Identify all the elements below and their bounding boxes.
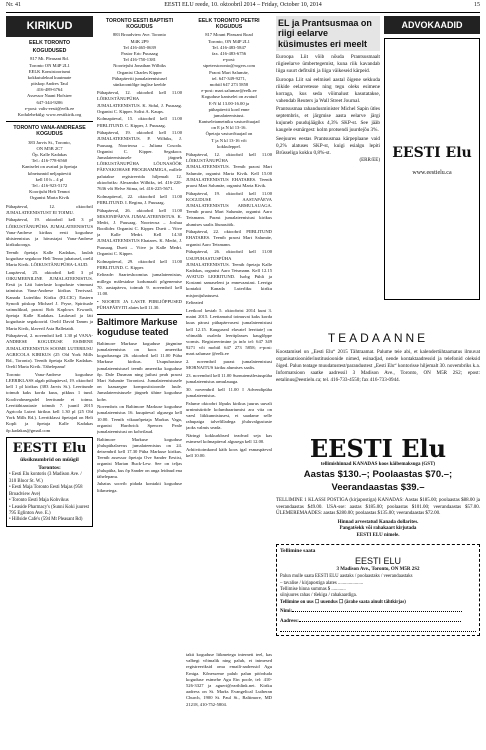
- vana-andrese-body: [6, 204, 93, 434]
- coupon-title: EESTI ELU: [354, 556, 401, 567]
- ad-url: www.eestielu.ca: [412, 170, 452, 177]
- eelk-contacts: [6, 56, 93, 118]
- column-baptisti: [97, 16, 182, 746]
- contact-line: piiskop Andres Taul: [31, 81, 68, 87]
- page-number-right: 15: [474, 2, 480, 8]
- peetri-body: [186, 152, 272, 459]
- kirikud-banner: KIRIKUD: [6, 16, 93, 37]
- contact-line: Koorijuht Heli Tennot: [29, 189, 70, 195]
- contact-line: 883 Broadview Ave. Toronto: [112, 32, 167, 38]
- subscription-logo: EESTI Elu: [309, 436, 447, 463]
- coupon-address: 3 Madison Ave., Toronto, ON M5R 2S2: [336, 567, 420, 573]
- contact-line: Tel.: 416-923-5172: [31, 182, 68, 188]
- outlet-item: • Eesti Maja Toronto Eesti Majas (958 Broadview Ave): [9, 485, 83, 497]
- coupon-heading: Tellimine saata: [280, 547, 316, 554]
- baptisti-contacts: [97, 32, 182, 88]
- contact-line: e-post: mart.salumae@eelk.ee: [201, 88, 257, 94]
- notice-paragraph: Palume oktoobri lõpuks kirikus juurus uuvali urnimisürtide kolumbaariumist ara viia on vaesl liikkunnistusest, et saadame selle rahupaiga talvelilladega jõuluvalgustuste jaoks valmis seada.: [186, 400, 272, 431]
- notice-paragraph: Pühapäeval, 19. oktoobril kell 11.00 KOGUDUSE AASTAPÄEVA JUMALATEENISTUS ARMULAUAGA. Teenib praost Mart Salumäe, organist Aaro Tetsmann. Parast jumalateenistust kirikus alumises saalis lõunasöök.: [186, 190, 272, 227]
- column-advokaadid: [384, 16, 480, 316]
- baptisti-title: TORONTO EESTI BAPTISTI KOGUDUS: [105, 18, 174, 31]
- peetri-contacts: [186, 32, 272, 150]
- contact-line: T ja N kl 13-16 või: [211, 137, 247, 143]
- notice-paragraph: Pühapäeval, 26. oktoobril kell 11.00 USUPUHASTUSPÜHA JUMALATEENISTUS. Teenib õpetaja Kalle Kadakas, organist Aaro Tetsmann. Kell 12.15 AVATUD LEERITUND. Isobg Pühli ja Kostami samaselent ja ennevaastast. Leeriga kontakti Kanada Luterliku kiriku misjonijuhatusest.: [186, 249, 272, 298]
- news-paragraph: Prantsusmaa rahandusminister Michel Sapin ütles septembris, et järgmise aasta eelarve järgi kujuneb puudujäägiks 4,3% SKP-st. See jääb kaugele esmärgest: kolm protsendi juurdejõu 3%.: [276, 106, 380, 134]
- contact-line: e-post: valis-eesti@eelk.ee: [24, 105, 75, 111]
- note-1: Hinnad arvestatud Kanada dollarites.: [337, 519, 419, 525]
- contact-line: Noortejuht Jonathan Wilbiks: [113, 63, 166, 69]
- contact-line: tel. 647-349-9271,: [211, 75, 247, 81]
- contact-line: on E ja N kl 13-16.: [211, 125, 247, 131]
- page-number-left: Nr. 41: [6, 2, 21, 8]
- contact-line: M4K 2P9: [130, 38, 149, 44]
- contact-line: 416-489-6764: [36, 87, 63, 93]
- advokaadid-banner: ADVOKAADID: [384, 16, 480, 34]
- outlet-item: • Toronto Eesti Maja Kohvikus: [9, 498, 69, 504]
- eelk-title: EELK TORONTO: [28, 39, 71, 46]
- vana-andrese-title: TORONTO VANA-ANDREASE KOGUDUS: [13, 125, 86, 138]
- outlets-box: [6, 437, 93, 527]
- masthead-date: EESTI ELU reede, 10. oktoobril 2014 – Friday, October 10, 2014: [164, 2, 322, 8]
- contact-line: Tel 416-750-1381: [123, 57, 156, 63]
- outlet-item: • Hillside Cafe's (594 Mt Pleasant Rd): [9, 517, 83, 523]
- baltimore-heading: Baltimore Markuse koguduse teated: [97, 317, 178, 337]
- contact-line: Organist Charles Kipper: [117, 69, 162, 75]
- name-label: Nimi:: [280, 609, 293, 615]
- contact-line: kokkutulekud kuutmate: [27, 74, 72, 80]
- contact-line: Koguduse kantselei on avatud: [201, 94, 257, 100]
- notice-paragraph: Kolmapäeval, 29. oktoobril kell 11.00 PIIBLITUND. C. Kipper.: [97, 258, 182, 270]
- note-3: EESTI ELU nimele.: [356, 533, 400, 539]
- news-paragraph: Euroopa Liit sai eelmisel aastal õigene sekkuda riikide eelarvetesse ning tegu oleks esimene korraga, kus seda võimalust kasutatakse, vahendab Reuters ja Wall Street Journal.: [276, 76, 380, 104]
- address-line[interactable]: [280, 631, 476, 632]
- coupon-line: – tavalise / kirjapostiga alates .....................: [280, 580, 364, 586]
- coupon-line: Tellimise hinna summas $ ............: [280, 587, 346, 593]
- contact-line: Pastor Eric Puusaag: [121, 51, 158, 57]
- divider: [6, 121, 93, 122]
- contact-line: kell 10 h – 4 pl: [35, 176, 64, 182]
- contact-line: 817 Mount Pleasant Road: [205, 32, 253, 38]
- notice-paragraph: Juhatus soovib pidada kontakti koguduse liikmetega.: [97, 481, 182, 493]
- eesti-elu-logo: EESTI Elu: [12, 440, 87, 456]
- news-headline: EL ja Prantsusmaa on riigi eelarve küsimustes eri meelt: [276, 16, 380, 51]
- page-header: [6, 2, 480, 13]
- contact-line: Kodulehekülg: www.eestikirik.org: [17, 112, 82, 117]
- outlet-item: • Leaside Pharmacy's (Sunni Koki juurest 795 Eglinton Ave. E.): [9, 504, 89, 516]
- notice-paragraph: Teenib õpetaja Kalle Kadakas, laulab koguduse segakoor Heli Tenno juhatusel, orelil Marta Kivik. LÕIKUSTÄNUPÜHA-LAUD.: [6, 249, 93, 268]
- notice-paragraph: Pühapäeval, 12. oktoobril kell 11.00 LÕIKUSTÄNUPÜHA JUMALATEENISTUS. Teenib praost Mart Salumäe, organist Marta Kivik. Kell 15.00 JUMALATEENISTUS EHATARES. Teenib praost Mart Salumäe, organist Marta Kivik.: [186, 152, 272, 188]
- notice-paragraph: 30. novembril kell 11.00 I Advendipüha jumalateenistus.: [186, 386, 272, 398]
- name-field[interactable]: [280, 609, 476, 616]
- notice-paragraph: 23. novembril kell 11.00 Surnutemälestuspüha jumalateenistus armulauaga.: [186, 372, 272, 385]
- rate-details: TELLIMINE 1 KLASSI POSTIGA (kirjapostiga) KANADAS: Aastas $185.00; poolaastas $88.00 ja veerandaastas $49.00. USA-sse: aastas $185.00; poolaastas $101.00; veerandaastas $57.00. ÜLEMEREMAADES: aastas $280.00; poolaastas $135.00; veerandaastas $72.00.: [276, 497, 480, 517]
- contact-line: Õp. Kalle Kadakas: [32, 152, 67, 158]
- outlets-list: [9, 472, 90, 524]
- peetri-title: EELK TORONTO PEETRI KOGUDUS: [198, 18, 260, 31]
- coupon-line: siinjuures rahas / tšekiga / rahakaardiga.: [280, 593, 357, 599]
- contact-line: stpeterstoronto@rogers.com: [202, 63, 256, 69]
- notice-paragraph: Kolmapäeval, 15. oktoobril kell 11.00 PIIBLITUND. C. Kipper, J. Puusaag.: [97, 116, 182, 128]
- news-body: [276, 54, 380, 157]
- notice-paragraph: Eelteade: Saarteshoomius jumalateenistus, millega mälestakse kodumaalt põgenemise 70. aastapäeva, toimub 9. novembril kell 11.00.: [97, 272, 182, 296]
- outlet-item: • Eesti Elu kontoris (3 Madison Ave. / 310 Bloor St. W.): [9, 472, 82, 484]
- notice-paragraph: • NOORTE JA LASTE PIIBLIÕPPUSED PÜHAPÄEVITI alates kell 11.30.: [97, 298, 182, 310]
- coupon-line: Tellimine on uus ☐ uuendus ☐ (ärahe saata ainult tähtkirjas): [280, 599, 406, 605]
- notice-paragraph: Pühapäeval, 2. novembril kell 1.30 pl VANA-ANDRESE KOGUDUSE ESIMENE JUMALATEENISTUS SOOME LUTERIUSU AGRICOLA KIRIKUS (25 Old York Mills Rd., Toronto). Teenib õpetaja Kalle Kadakas. Orelil Marta Kivik. Tähelepanu!: [6, 333, 93, 370]
- contact-line: jumalateenistust.: [213, 112, 245, 118]
- note-2: Pangatšekk või rahakaart kirjutada: [339, 526, 417, 532]
- contact-line: Kantselei on avatud ja õpetaja: [21, 164, 78, 170]
- address-field[interactable]: [280, 619, 476, 626]
- subscription-box: [276, 436, 480, 746]
- divider: [97, 314, 182, 315]
- contact-line: Toronto, ON M4P 2L1: [208, 38, 250, 44]
- contact-line: e-post:: [222, 57, 236, 63]
- address-label: Aadress:: [280, 619, 299, 625]
- ad-logo: EESTI Elu: [392, 145, 472, 162]
- notice-paragraph: Leetkool kestab 5. oktoobrist 2014 kuni 3. maini 2015. Leettamatul toimuvat kaks korda kuus pärast pühapäevasest jumalateenistust kell 12.15. Kauguseal elavatel leeritate] on võimalik osaleda leeritplasses kauglõppe vormis. Registreerimine ja info tel: 647 349 9271 või mobiil 647 273 5858; e-post: mart.salumae @eelk.ee: [186, 308, 272, 357]
- notice-paragraph: Laupäeval, 25. oktoobril kell 3 pl OIKUMEENILINE JUMALATEENISTUS. Eesti ja Läti luterlaste koguduste vimmast taimistus Vana-Andrese kirikus Terrivaal. Kanada Luterliku Kiriku (ELCIC) Eastern Synodi piiskop Michael J. Pryse, Spirituale vaimulikud, praost Rob Kaplows Erwardi, õpetaja Kalle Kadakas. Laulavad ja läti koguduste segakoorid. Orelil David Tamm ja Marta Kivik, klaveril Asta Balletaidi.: [6, 269, 93, 331]
- column-kirikud: [6, 16, 93, 746]
- rate-line-2: Veerandaastas $39.–: [331, 481, 425, 493]
- contact-line: sünkroontõlge inglise keelde: [113, 81, 166, 87]
- contact-line: mobiil 647 273 5858: [209, 81, 249, 87]
- notice-paragraph: Pühapäeval, 19. oktoobril kell 11.00 JUMALATEENISTUS. P. Wilbiks, J. Puusaag. Noorteosa – Juliana Cosoda. Organist C. Kipper. Segakoor. Jumalateenistusele järgneb LÕIKUSTÄNUPÜHA LÕUNASÖÖK PÄEVAKOHASE PROGRAMMIGA, millele palutakse registreerida hiljemalt 12. oktoobriks: Alexandra Wilbiks, tel. 416-220-7636 või Helve Siima, tel. 416-225-5671.: [97, 130, 182, 191]
- continuation-text: takti koguduse liikmetega interneti teel, kas valbegi võimalik ning palub, et inimesed registreeriksid oma emaili-aadressid Agu Erniga. Kõnesseme palub palun pöörduda koguduse esimehe Agu Ein poole, tel: 410-526-3327 ja agueri@earthlink.net. Kiriku aadress on St. Marks Evangelical Lutheran Church, 1900 St. Paul St., Baltimore, MD 21218, 410-752-5804.: [186, 652, 272, 707]
- notice-paragraph: Baltimore Markuse koguduse järgmine jumalateenistus on koos ameerika koguduseaga 26. oktoobril kell 11.00 Püha Markuse kirikus. Usupuhastuse jumalateenistusel teenib ameerika koguduse õp. Dale Dusman ning jutlust peab praost Mart Salumäe Torontost. Jumalateenistusele on kaasaegne kompositsioonile luule. Jumalateenistusele järgneb ühine koguduse kohv.: [97, 340, 182, 402]
- notice-paragraph: Kolmapäeval, 22. oktoobril kell 11.00 PIIBLITUND. I. Regina, J. Puusaag.: [97, 193, 182, 205]
- news-paragraph: Euroopa Liit võib nõuda Prantsusmaalt riigieelarve ümbertegemist, kuna riik kavandab liiga suurt defitsiiti ja liiga väikeseid kärpeid.: [276, 54, 380, 75]
- teadanne-notice: [276, 330, 480, 430]
- contact-line: Praost Mart Salumäe,: [209, 69, 249, 75]
- contact-line: EELK Konsistooriumi: [28, 68, 71, 74]
- contact-line: E-N kl 13.00-16.00 ja: [208, 100, 250, 106]
- contact-line: kokkuleppel.: [217, 143, 241, 149]
- contact-line: Toronto ON M4P 2L1: [29, 62, 70, 68]
- contact-line: Tel 416-465-0639: [123, 44, 156, 50]
- contact-line: 383 Jarvis St., Toronto,: [28, 139, 71, 145]
- outlets-heading: üksiknumbrid on müügil Torontos:: [20, 457, 79, 471]
- rate-line-1: Aastas $130.–; Poolaastas $70.–;: [303, 469, 453, 481]
- contact-line: kõnetunnid neljapäeviti: [27, 170, 72, 176]
- notice-paragraph: Novembris on Baltimore Markuse koguduse jumalateenistus 16. kuupäeval algusega kell 10.00. Teenib vikaarõpetaja Markus Vaga, organist Hardwick Spencer. Peale jumalateenistust on kohvilaud.: [97, 404, 182, 434]
- contact-line: 647-344-9206: [36, 99, 63, 105]
- subscription-tagline: tellimishinnad KANADAS koos käibemaksuga (GST): [320, 462, 436, 468]
- contact-line: Organist Marta Kivik: [29, 195, 70, 201]
- baltimore-continuation: [186, 652, 272, 748]
- notice-paragraph: Arhiivitoimkond käib koos igal esmaspäeval kell 10.00.: [186, 446, 272, 459]
- notice-paragraph: Pühapäeval, 12. oktoobril kell 11.00 LÕIKUSTÄNUPÜHA JUMALATEENISTUS. K. Sidul, J. Puusaag. Organist C. Kipper. Solist A. Kaups.: [97, 90, 182, 114]
- contact-line: 817 Mt. Pleasant Rd.: [30, 56, 69, 62]
- contact-line: Tel.: 416-778-6560: [31, 158, 68, 164]
- coupon-line: Palun mulle saata EESTI ELU aastaks / poolaastaks / veerandaastaks: [280, 574, 413, 580]
- contact-line: Tel. 416-483-5847: [211, 44, 247, 50]
- contact-line: Pühapäeviti jumalateenistusel: [112, 75, 167, 81]
- notice-paragraph: Toronto Vana-Andrese koguduse LEERIKLASS algab pühapäeval, 19. oktoobril kell 1 pl kirikus (383 Jarvis St.). Leeritunde toimub kaks korda kuus, pikkus 1 tund. Koolivaheaegadel leeritunde ei toimu. Leeritähtaastaste toimub 7. juunil 2015 Agricola Luteri kirikus kell 1.30 pl (25 Old York Mills Rd.). Leeritklassi õpetajad on Heli Kopli ja õpetaja Kalle Kadakas õp.kadakas@gmail.com: [6, 371, 93, 433]
- column-peetri: [186, 16, 272, 652]
- baptisti-body: [97, 90, 182, 311]
- contact-line: fax. 416-483-6756: [211, 51, 247, 57]
- eelk-subtitle: KOGUDUSED: [32, 48, 67, 55]
- baltimore-body: [97, 341, 182, 494]
- notice-paragraph: Eelteated: [186, 300, 204, 306]
- order-coupon: [276, 544, 480, 636]
- news-credit: (ERR/EE): [359, 158, 380, 164]
- contact-line: pühapäeviti kord enne: [208, 106, 250, 112]
- notice-paragraph: 2. novembril parast jumalateenistust MORNAITUS kiriku alumises saalis.: [186, 359, 272, 371]
- notice-paragraph: Pühapäeval, 22. oktoobril PIIBLITUND EHATARES. Teenib praost Mart Salumäe, organist Aaro Tetsmann.: [186, 229, 272, 247]
- contact-line: Õpetaja vastuvõtuajad on: [205, 131, 253, 137]
- contact-line: ON M5B 2C7: [36, 145, 63, 151]
- news-paragraph: Seejuures eestas Prantsusmaa kärpeplaane vaid 0,2% alatuses SKP-st, kuigi esialgu lepiti Brüsseliga kokku 0,8%-st.: [276, 135, 380, 156]
- notice-paragraph: Pühapäeval, 12. oktoobril JUMALATEENISTUST EI TOIMU.: [6, 203, 93, 215]
- column-news: [276, 16, 380, 324]
- notice-paragraph: Pühapäeval, 26. oktoobril kell 11.00 MISJONIPÄEVA JUMALATEENISTUS. K. Medri, J. Puusaag. Noorteosa – Joshua Bootlider. Organist C. Kipper. Duett – Viive ja Kalle Medri. Kell 14.30 JUMALATEENISTUS Ehatares. K. Medri, J. Puusaag. Duett – Viive ja Kalle Medri. Organist C. Kipper.: [97, 207, 182, 256]
- notice-paragraph: Näringi kokkurkbsed teadvad seja kas esimesel kolmapäeval algusega kell 12.00.: [186, 433, 272, 445]
- teadanne-title: TEADAANNE: [327, 331, 429, 345]
- ad-placeholder: [384, 38, 480, 300]
- vana-andrese-contacts: [6, 140, 93, 202]
- contact-line: Kantseleiametniku vastuvõtuajad: [198, 119, 260, 125]
- notice-paragraph: Pühapäeval, 19. oktoobril kell 3 pl LÕIKUSTÄNUPÜHA JUMALATEENISTUS Vana-Andrese kirikus eesti koguduse ühisteenistus ja hävastajat Vana-Andrese kirikukoorga.: [6, 217, 93, 248]
- notice-paragraph: Baltimore Markuse koguduse jõulupühalaevus jumalateenistus on 24. detsembril kell 17.30 Püha Markuse kirikus. Teenib assessor õpetaja Ove Sander Eestist, organist Marian Buck-Lew. See on teljas jõulupüha, kus õp Sander on anga leidnud ena tähelepanu.: [97, 436, 182, 479]
- teadanne-text: Koostamisel on „Eesti Elu“ 2015 Tähtraamat. Palume teie abi, et kalendertühtaamatus ilmuvat organisatsioonide/institusioonide nimed, esinadjad, nende kontaktaadressid ja telefonid oleksid õiged. Palun teatage muudatustest/parandustest „Eesti Elu“ kontorisse hiljemalt 30. novembriks k.a. Informatsioon saatke aadressil 3 Madison Ave., Toronto, ON M5R 2S2; epost: eetalinus@eestielu.ca; tel. 416-733-4550; fax 416-733-0944.: [276, 349, 480, 383]
- contact-line: Assessor Naani Hofstrer: [27, 93, 72, 99]
